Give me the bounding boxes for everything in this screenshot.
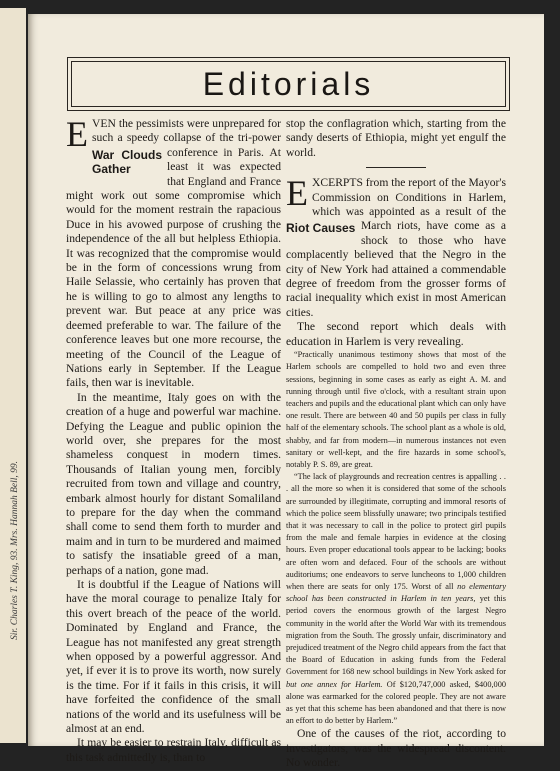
quote-para-1: “Practically unanimous testimony shows that most of the Harlem schools are compelled to hold two and even three sessions, beginning in some cases as early as eight A. M. and running through until five o'clock, with a resultant strain upon teachers and pupils and the educational plant which can only have one result. There are between 40 and 50 pupils per class in fully half of the elementary schools. The school plant as a whole is old, shabby, and far from modern—in numerous instances not even sanitary or well-kept, and the fire hazards in some school's, notably P. S. 89, are great. bbox=[286, 350, 506, 469]
sidehead-war-clouds: War Clouds Gather bbox=[92, 147, 162, 176]
margin-note bbox=[2, 200, 24, 640]
quote-para-2: “The lack of playgrounds and recreation centres is appalling . . . all the more so when it is considered that some of the schools are surrounded by illegitimate, corrupting and immoral resorts of which the police seem blissfully unaware; two principals testified that it was necessary to call in the police to protect girl pupils from the male and female harpies in evidence at the closing hours. Even proper educational tools appear to be lacking; books are often worn and defaced. Four of the schools are without auditoriums; one endeavors to serve luncheons to 1,000 children when there are seats for only 175. Worst of all no elementary school has been constructed in Harlem in ten years, yet this period covers the enormous growth of the largest Negro community in the world after the World War with its tremendous migration from the South. The grossly unfair, discriminatory and prejudiced treatment of the Negro child appears from the fact that the Board of Education in asking funds from the Federal Government for 168 new school buildings in New York asked for but one annex for Harlem. Of $120,747,000 asked, $400,000 alone was earmarked for the colored people. They are not aware as yet that this scheme has been abandoned and that there is now an effort to do better by Harlem.” bbox=[286, 472, 507, 726]
right-para-2: The second report which deals with education in Harlem is very revealing. bbox=[286, 320, 506, 348]
left-para-4: It may be easier to restrain Italy, difficult as this task admittedly is, than to bbox=[66, 736, 281, 764]
right-para-1: EXCERPTS from the report of the Mayor's Commission on Conditions in Harlem, which was appointed as a result of the Riot Causes March riots, have come as a shock to those who have complacently believed that the Negro in the city of New York had attained a commendable degree of freedom from the grosser forms of racial inequality which exist in most American cities. bbox=[286, 173, 507, 319]
title-box bbox=[67, 57, 510, 111]
svg-text:Sir. Charles T. King, 93. Mrs.: Sir. Charles T. King, 93. Mrs. Hannah Bell, 99. bbox=[10, 460, 20, 640]
page-title: Editorials bbox=[202, 65, 375, 102]
drop-cap: E bbox=[286, 173, 308, 214]
right-para-3: One of the causes of the riot, according to investigators, was the widespread discontent. No wonder. bbox=[286, 727, 506, 770]
divider-rule bbox=[366, 167, 426, 168]
left-para-1: EVEN the pessimists were unprepared for such a speedy collapse of the tri-power conference in Paris. War Clouds Gather At least it was expected that England and France might work out some compromise which would for the moment restrain the rapacious Duce in his avowed purpose of crushing the independence of the all but helpless Ethiopia. It was recognized that the compromise would be in the form of concessions wrung from Haile Selassie, who certainly has proven that he is willing to go to almost any lengths to prevent war. But peace at any price was deemed preferable to war. The failure of the conference leaves but one more recourse, the meeting of the Council of the League of Nations early in September. If the League fails, then war is inevitable. bbox=[66, 114, 281, 390]
margin-note-text bbox=[2, 200, 24, 640]
right-para-continued: stop the conflagration which, starting from the sandy deserts of Ethiopia, might yet engulf the world. bbox=[286, 117, 506, 159]
sidehead-riot-causes: Riot Causes bbox=[286, 221, 356, 236]
left-para-3: It is doubtful if the League of Nations will have the moral courage to penalize Italy for this overt breach of the peace of the world. Dominated by England and France, the League has not manifested any great strength when opposed by a powerful aggressor. And yet, if ever it is to prove its worth, now surely is the time. For if it fails in this crisis, it will have forfeited the confidence of the small nations of the world and its usefulness will be almost at an end. bbox=[66, 578, 281, 736]
drop-cap: E bbox=[66, 114, 88, 154]
book-page bbox=[28, 14, 544, 770]
left-column bbox=[66, 114, 281, 765]
left-para-2: In the meantime, Italy goes on with the creation of a huge and powerful war machine. Defying the League and public opinion the world over, she prepares for the most shameless conquest in modern times. Thousands of Italian young men, forcibly recruited from town and village and country, embark almost hourly for distant Somaliland to prepare for the day when the command shall come to send them forth to murder and maim and in turn to be murdered and maimed to satisfy the insatiable greed of a man, perhaps of a nation, gone mad. bbox=[66, 390, 281, 577]
right-column bbox=[286, 117, 506, 771]
